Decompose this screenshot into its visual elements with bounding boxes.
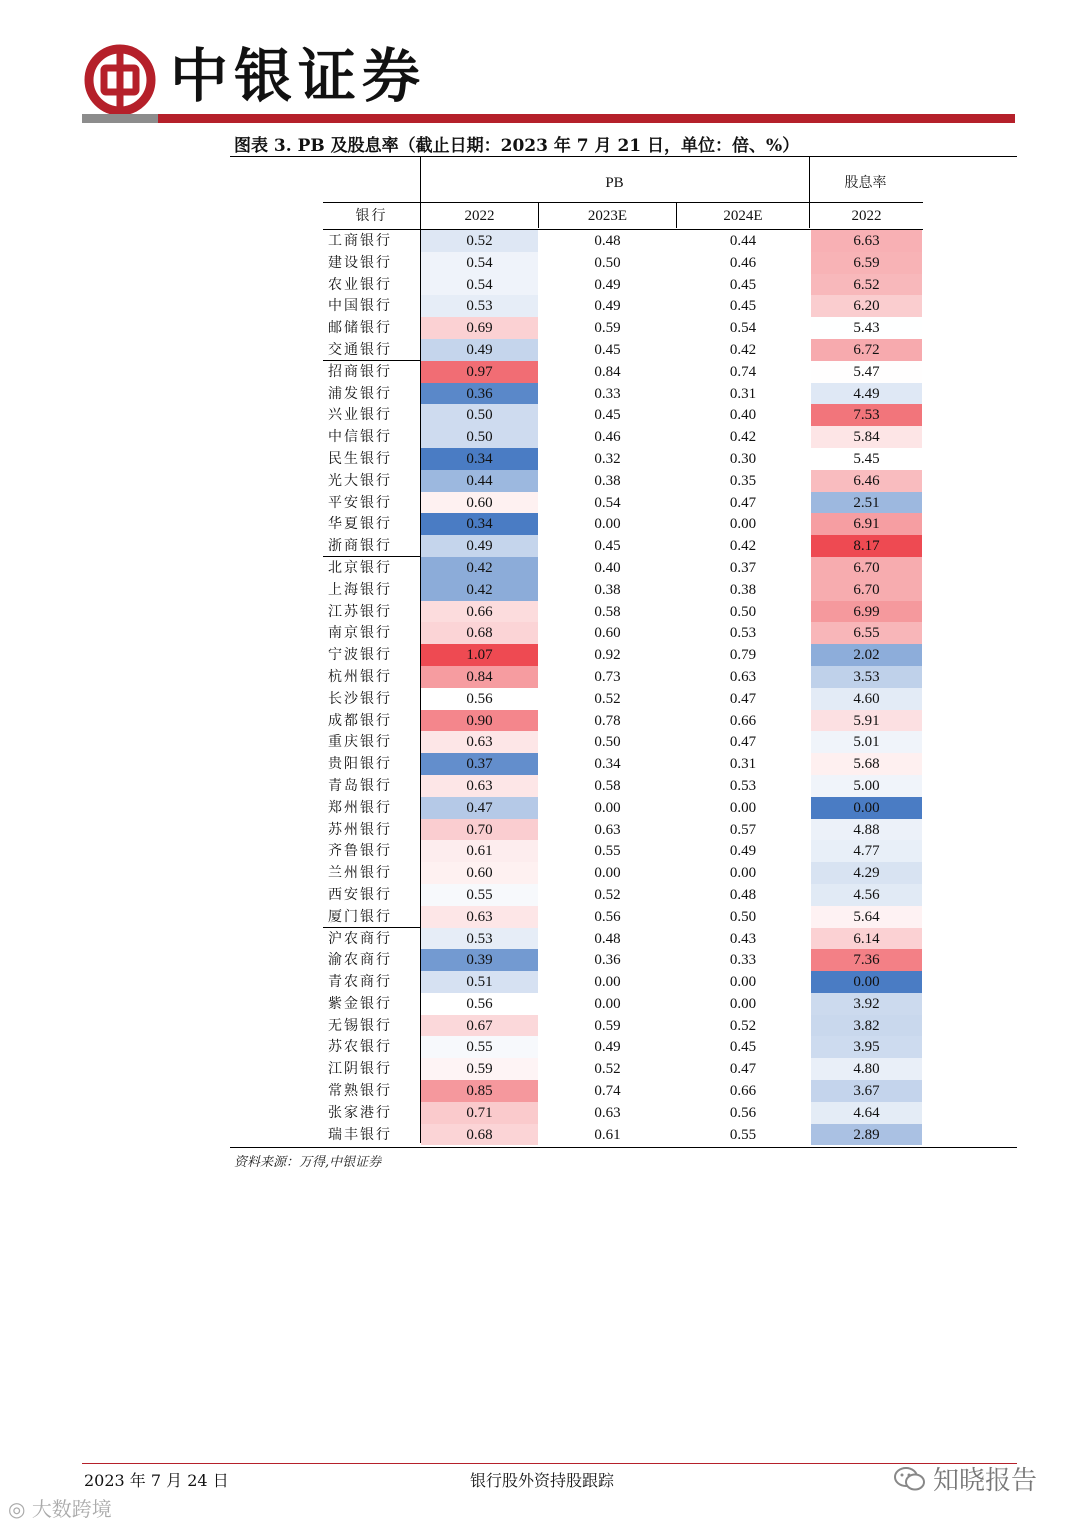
cell-pb-2023e: 0.54: [594, 494, 621, 511]
cell-dividend-2022: 3.92: [811, 993, 922, 1015]
cell-dividend-2022: 6.46: [811, 470, 922, 492]
table-row: [323, 230, 923, 252]
cell-pb-2023e: 0.59: [594, 320, 621, 337]
cell-pb-2024e: 0.66: [729, 1083, 757, 1100]
cell-pb-2024e: 0.66: [729, 712, 757, 729]
table-row: [323, 1080, 923, 1102]
cell-bank-name: 光大银行: [328, 472, 392, 489]
cell-pb-2022: 0.67: [421, 1015, 538, 1037]
table-row: [323, 1015, 923, 1037]
cell-pb-2022: 0.34: [421, 448, 538, 470]
table-row: [323, 295, 923, 317]
cell-pb-2022: 0.97: [421, 361, 538, 383]
cell-dividend-2022: 6.72: [811, 339, 922, 361]
cell-pb-2024e: 0.35: [729, 472, 757, 489]
cell-dividend-2022: 6.99: [811, 601, 922, 623]
cell-pb-2022: 0.85: [421, 1080, 538, 1102]
footer-date: 2023 年 7 月 24 日: [84, 1471, 229, 1490]
cell-bank-name: 重庆银行: [328, 734, 392, 751]
cell-bank-name: 常熟银行: [328, 1083, 392, 1100]
col-header-pb-2023e: 2023E: [587, 208, 628, 224]
cell-dividend-2022: 3.95: [811, 1036, 922, 1058]
cell-bank-name: 瑞丰银行: [328, 1126, 392, 1143]
cell-pb-2024e: 0.50: [729, 603, 757, 620]
table-row: [323, 557, 923, 579]
cell-pb-2023e: 0.45: [594, 538, 621, 555]
cell-pb-2024e: 0.79: [729, 647, 757, 664]
cell-pb-2022: 0.55: [421, 884, 538, 906]
cell-pb-2024e: 0.46: [729, 254, 757, 271]
group-separator: [323, 360, 420, 361]
cell-pb-2024e: 0.42: [729, 538, 757, 555]
cell-bank-name: 江阴银行: [328, 1061, 392, 1078]
cell-dividend-2022: 5.64: [811, 906, 922, 928]
table-row: [323, 622, 923, 644]
footer-title: 银行股外资持股跟踪: [470, 1471, 615, 1490]
cell-pb-2023e: 0.36: [594, 952, 621, 969]
cell-pb-2024e: 0.31: [729, 756, 757, 773]
table-row: [323, 1102, 923, 1124]
cell-pb-2024e: 0.47: [729, 690, 757, 707]
cell-dividend-2022: 5.43: [811, 317, 922, 339]
table-row: [323, 535, 923, 557]
cell-pb-2023e: 0.74: [594, 1083, 621, 1100]
table-row: [323, 383, 923, 405]
cell-bank-name: 沪农商行: [328, 930, 392, 947]
watermark-right: [893, 1460, 1037, 1497]
table-row: [323, 840, 923, 862]
cell-bank-name: 上海银行: [328, 581, 392, 598]
table-row: [323, 819, 923, 841]
cell-bank-name: 郑州银行: [328, 799, 392, 816]
cell-pb-2023e: 0.32: [594, 450, 621, 467]
cell-bank-name: 浙商银行: [328, 538, 392, 555]
cell-bank-name: 无锡银行: [328, 1017, 392, 1034]
cell-dividend-2022: 5.00: [811, 775, 922, 797]
cell-pb-2024e: 0.54: [729, 320, 757, 337]
table-row: [323, 339, 923, 361]
table-row: [323, 884, 923, 906]
cell-pb-2024e: 0.38: [729, 581, 757, 598]
cell-bank-name: 张家港行: [328, 1104, 392, 1121]
cell-pb-2023e: 0.50: [594, 254, 621, 271]
group-separator: [323, 556, 420, 557]
cell-pb-2023e: 0.84: [594, 363, 621, 380]
cell-bank-name: 招商银行: [328, 363, 392, 380]
cell-pb-2024e: 0.00: [729, 995, 757, 1012]
cell-dividend-2022: 6.55: [811, 622, 922, 644]
cell-pb-2022: 0.49: [421, 339, 538, 361]
cell-bank-name: 南京银行: [328, 625, 392, 642]
cell-pb-2022: 0.54: [421, 252, 538, 274]
cell-pb-2024e: 0.50: [729, 908, 757, 925]
table-body: [323, 230, 923, 1145]
table-row: [323, 797, 923, 819]
cell-dividend-2022: 5.45: [811, 448, 922, 470]
cell-pb-2022: 0.71: [421, 1102, 538, 1124]
cell-dividend-2022: 4.80: [811, 1058, 922, 1080]
cell-bank-name: 北京银行: [328, 559, 392, 576]
cell-pb-2023e: 0.52: [594, 886, 621, 903]
table-row: [323, 993, 923, 1015]
cell-pb-2024e: 0.47: [729, 734, 757, 751]
cell-pb-2022: 0.34: [421, 513, 538, 535]
col-header-pb-2024e: 2024E: [723, 208, 763, 224]
cell-dividend-2022: 0.00: [811, 971, 922, 993]
watermark-left-icon: ◎: [8, 1497, 32, 1521]
cell-pb-2023e: 0.48: [594, 930, 621, 947]
cell-bank-name: 渝农商行: [328, 952, 392, 969]
cell-pb-2022: 0.56: [421, 688, 538, 710]
watermark-right-text: 知晓报告: [933, 1466, 1038, 1496]
cell-pb-2023e: 0.58: [594, 777, 621, 794]
cell-pb-2023e: 0.60: [594, 625, 621, 642]
cell-dividend-2022: 5.47: [811, 361, 922, 383]
table-row: [323, 448, 923, 470]
table-row: [323, 971, 923, 993]
cell-pb-2023e: 0.49: [594, 298, 621, 315]
cell-pb-2024e: 0.45: [729, 1039, 757, 1056]
cell-pb-2022: 0.52: [421, 230, 538, 252]
cell-pb-2023e: 0.49: [594, 276, 621, 293]
cell-pb-2024e: 0.42: [729, 429, 757, 446]
cell-pb-2024e: 0.30: [729, 450, 757, 467]
cell-pb-2022: 0.68: [421, 1124, 538, 1146]
table-row: [323, 513, 923, 535]
cell-pb-2022: 1.07: [421, 644, 538, 666]
table-row: [323, 601, 923, 623]
col-header-dividend-2022: 2022: [851, 208, 882, 224]
cell-pb-2023e: 0.38: [594, 472, 621, 489]
cell-pb-2022: 0.50: [421, 426, 538, 448]
vline-bank: [420, 157, 421, 1143]
cell-pb-2022: 0.49: [421, 535, 538, 557]
cell-bank-name: 西安银行: [328, 886, 392, 903]
cell-pb-2023e: 0.00: [594, 974, 621, 991]
table-row: [323, 906, 923, 928]
cell-dividend-2022: 6.14: [811, 928, 922, 950]
cell-bank-name: 邮储银行: [328, 320, 392, 337]
header-bar-gray: [82, 114, 158, 123]
cell-dividend-2022: 4.49: [811, 383, 922, 405]
cell-dividend-2022: 7.53: [811, 404, 922, 426]
cell-bank-name: 民生银行: [328, 450, 392, 467]
group-header-pb: PB: [605, 175, 624, 191]
table-row: [323, 426, 923, 448]
table-row: [323, 644, 923, 666]
cell-dividend-2022: 3.67: [811, 1080, 922, 1102]
cell-pb-2023e: 0.63: [594, 821, 621, 838]
cell-pb-2022: 0.50: [421, 404, 538, 426]
table-row: [323, 710, 923, 732]
cell-bank-name: 中信银行: [328, 429, 392, 446]
cell-pb-2022: 0.44: [421, 470, 538, 492]
wechat-icon: [893, 1466, 927, 1492]
cell-bank-name: 齐鲁银行: [328, 843, 392, 860]
table-row: [323, 317, 923, 339]
table-row: [323, 470, 923, 492]
cell-pb-2023e: 0.63: [594, 1104, 621, 1121]
table-caption: 图表 3. PB 及股息率（截止日期：2023 年 7 月 21 日，单位：倍、%）: [234, 136, 800, 156]
cell-bank-name: 宁波银行: [328, 647, 392, 664]
cell-dividend-2022: 7.36: [811, 949, 922, 971]
cell-bank-name: 贵阳银行: [328, 756, 392, 773]
table-row: [323, 731, 923, 753]
cell-pb-2023e: 0.61: [594, 1126, 621, 1143]
cell-pb-2022: 0.60: [421, 492, 538, 514]
cell-pb-2024e: 0.00: [729, 516, 757, 533]
cell-pb-2023e: 0.45: [594, 341, 621, 358]
cell-bank-name: 浦发银行: [328, 385, 392, 402]
cell-pb-2024e: 0.42: [729, 341, 757, 358]
cell-pb-2022: 0.54: [421, 274, 538, 296]
cell-bank-name: 杭州银行: [328, 668, 392, 685]
table-row: [323, 1036, 923, 1058]
cell-pb-2023e: 0.78: [594, 712, 621, 729]
table-row: [323, 252, 923, 274]
col-header-bank: 银行: [355, 208, 388, 224]
cell-bank-name: 建设银行: [328, 254, 392, 271]
cell-pb-2022: 0.36: [421, 383, 538, 405]
watermark-left: [8, 1493, 112, 1522]
cell-pb-2023e: 0.38: [594, 581, 621, 598]
cell-pb-2022: 0.51: [421, 971, 538, 993]
table-bottom-rule: [230, 1147, 1017, 1148]
cell-dividend-2022: 4.64: [811, 1102, 922, 1124]
cell-pb-2024e: 0.00: [729, 865, 757, 882]
table-row: [323, 775, 923, 797]
cell-pb-2024e: 0.43: [729, 930, 757, 947]
cell-bank-name: 兴业银行: [328, 407, 392, 424]
table-row: [323, 949, 923, 971]
cell-pb-2024e: 0.00: [729, 974, 757, 991]
cell-pb-2024e: 0.63: [729, 668, 757, 685]
cell-pb-2024e: 0.52: [729, 1017, 757, 1034]
cell-dividend-2022: 6.59: [811, 252, 922, 274]
cell-dividend-2022: 0.00: [811, 797, 922, 819]
cell-pb-2024e: 0.00: [729, 799, 757, 816]
cell-dividend-2022: 6.70: [811, 557, 922, 579]
cell-dividend-2022: 5.91: [811, 710, 922, 732]
vline-dividend: [809, 157, 810, 228]
table-row: [323, 579, 923, 601]
cell-pb-2023e: 0.52: [594, 690, 621, 707]
column-header-row: [323, 202, 923, 230]
cell-pb-2023e: 0.73: [594, 668, 621, 685]
cell-dividend-2022: 2.51: [811, 492, 922, 514]
cell-dividend-2022: 6.91: [811, 513, 922, 535]
pb-dividend-table: [323, 157, 923, 1145]
cell-pb-2022: 0.69: [421, 317, 538, 339]
cell-pb-2022: 0.68: [421, 622, 538, 644]
cell-bank-name: 厦门银行: [328, 908, 392, 925]
cell-pb-2023e: 0.59: [594, 1017, 621, 1034]
table-row: [323, 688, 923, 710]
table-row: [323, 1124, 923, 1146]
cell-bank-name: 农业银行: [328, 276, 392, 293]
cell-pb-2023e: 0.00: [594, 516, 621, 533]
cell-pb-2024e: 0.57: [729, 821, 757, 838]
cell-pb-2023e: 0.58: [594, 603, 621, 620]
header-bar-red: [158, 114, 1015, 123]
cell-bank-name: 兰州银行: [328, 865, 392, 882]
cell-pb-2024e: 0.44: [729, 233, 757, 249]
cell-dividend-2022: 4.88: [811, 819, 922, 841]
cell-pb-2022: 0.39: [421, 949, 538, 971]
bank-of-china-logo-icon: [84, 44, 156, 116]
cell-pb-2024e: 0.49: [729, 843, 757, 860]
source-note: 资料来源：万得,中银证券: [234, 1155, 382, 1170]
cell-pb-2022: 0.61: [421, 840, 538, 862]
cell-pb-2023e: 0.92: [594, 647, 621, 664]
cell-pb-2023e: 0.52: [594, 1061, 621, 1078]
cell-pb-2024e: 0.53: [729, 625, 757, 642]
cell-pb-2024e: 0.48: [729, 886, 757, 903]
vline-pb23: [676, 202, 677, 228]
cell-pb-2024e: 0.47: [729, 1061, 757, 1078]
cell-dividend-2022: 6.70: [811, 579, 922, 601]
cell-dividend-2022: 6.52: [811, 274, 922, 296]
cell-pb-2022: 0.59: [421, 1058, 538, 1080]
cell-pb-2022: 0.90: [421, 710, 538, 732]
cell-pb-2024e: 0.45: [729, 298, 757, 315]
cell-pb-2023e: 0.45: [594, 407, 621, 424]
cell-dividend-2022: 4.56: [811, 884, 922, 906]
cell-pb-2022: 0.60: [421, 862, 538, 884]
group-header-row: [323, 157, 923, 202]
group-header-dividend: 股息率: [844, 175, 887, 191]
table-row: [323, 1058, 923, 1080]
cell-dividend-2022: 5.01: [811, 731, 922, 753]
cell-pb-2022: 0.70: [421, 819, 538, 841]
cell-bank-name: 中国银行: [328, 298, 392, 315]
table-row: [323, 928, 923, 950]
cell-pb-2022: 0.37: [421, 753, 538, 775]
cell-pb-2023e: 0.00: [594, 865, 621, 882]
group-separator: [323, 927, 420, 928]
cell-pb-2022: 0.63: [421, 906, 538, 928]
cell-pb-2023e: 0.48: [594, 233, 621, 249]
cell-pb-2022: 0.47: [421, 797, 538, 819]
cell-pb-2024e: 0.74: [729, 363, 757, 380]
cell-pb-2022: 0.63: [421, 731, 538, 753]
cell-bank-name: 青农商行: [328, 974, 392, 991]
cell-bank-name: 成都银行: [328, 712, 392, 729]
cell-bank-name: 苏州银行: [328, 821, 392, 838]
cell-dividend-2022: 8.17: [811, 535, 922, 557]
col-header-pb-2022: 2022: [464, 208, 495, 224]
cell-pb-2022: 0.42: [421, 557, 538, 579]
cell-pb-2023e: 0.40: [594, 559, 621, 576]
table-row: [323, 492, 923, 514]
cell-pb-2024e: 0.31: [729, 385, 757, 402]
cell-bank-name: 工商银行: [328, 233, 392, 249]
cell-bank-name: 江苏银行: [328, 603, 392, 620]
cell-dividend-2022: 3.82: [811, 1015, 922, 1037]
cell-dividend-2022: 3.53: [811, 666, 922, 688]
cell-pb-2024e: 0.33: [729, 952, 757, 969]
cell-dividend-2022: 2.02: [811, 644, 922, 666]
table-row: [323, 666, 923, 688]
cell-pb-2022: 0.63: [421, 775, 538, 797]
cell-pb-2022: 0.42: [421, 579, 538, 601]
cell-pb-2024e: 0.40: [729, 407, 757, 424]
table-row: [323, 753, 923, 775]
cell-pb-2024e: 0.37: [729, 559, 757, 576]
brand-name: 中银证券: [170, 42, 427, 110]
cell-pb-2024e: 0.53: [729, 777, 757, 794]
cell-bank-name: 平安银行: [328, 494, 392, 511]
table-row: [323, 361, 923, 383]
cell-pb-2022: 0.55: [421, 1036, 538, 1058]
cell-pb-2024e: 0.47: [729, 494, 757, 511]
cell-pb-2023e: 0.56: [594, 908, 621, 925]
table-row: [323, 404, 923, 426]
cell-bank-name: 华夏银行: [328, 516, 392, 533]
cell-pb-2023e: 0.50: [594, 734, 621, 751]
footer-rule: [82, 1463, 1017, 1464]
cell-pb-2023e: 0.55: [594, 843, 621, 860]
table-row: [323, 862, 923, 884]
cell-dividend-2022: 4.77: [811, 840, 922, 862]
cell-bank-name: 交通银行: [328, 341, 392, 358]
cell-dividend-2022: 5.68: [811, 753, 922, 775]
watermark-left-text: 大数跨境: [31, 1497, 112, 1521]
cell-bank-name: 紫金银行: [328, 995, 392, 1012]
cell-pb-2022: 0.53: [421, 295, 538, 317]
cell-bank-name: 苏农银行: [328, 1039, 392, 1056]
cell-pb-2023e: 0.46: [594, 429, 621, 446]
cell-pb-2022: 0.56: [421, 993, 538, 1015]
cell-dividend-2022: 6.20: [811, 295, 922, 317]
cell-dividend-2022: 4.60: [811, 688, 922, 710]
cell-pb-2023e: 0.33: [594, 385, 621, 402]
cell-dividend-2022: 5.84: [811, 426, 922, 448]
cell-pb-2022: 0.53: [421, 928, 538, 950]
cell-pb-2024e: 0.55: [729, 1126, 757, 1143]
cell-bank-name: 青岛银行: [328, 777, 392, 794]
cell-pb-2024e: 0.45: [729, 276, 757, 293]
cell-pb-2023e: 0.00: [594, 799, 621, 816]
table-row: [323, 274, 923, 296]
cell-pb-2024e: 0.56: [729, 1104, 757, 1121]
cell-pb-2023e: 0.49: [594, 1039, 621, 1056]
cell-pb-2023e: 0.34: [594, 756, 621, 773]
cell-pb-2023e: 0.00: [594, 995, 621, 1012]
cell-pb-2022: 0.84: [421, 666, 538, 688]
cell-dividend-2022: 4.29: [811, 862, 922, 884]
cell-bank-name: 长沙银行: [328, 690, 392, 707]
cell-dividend-2022: 6.63: [811, 230, 922, 252]
cell-pb-2022: 0.66: [421, 601, 538, 623]
vline-pb22: [538, 202, 539, 228]
cell-dividend-2022: 2.89: [811, 1124, 922, 1146]
